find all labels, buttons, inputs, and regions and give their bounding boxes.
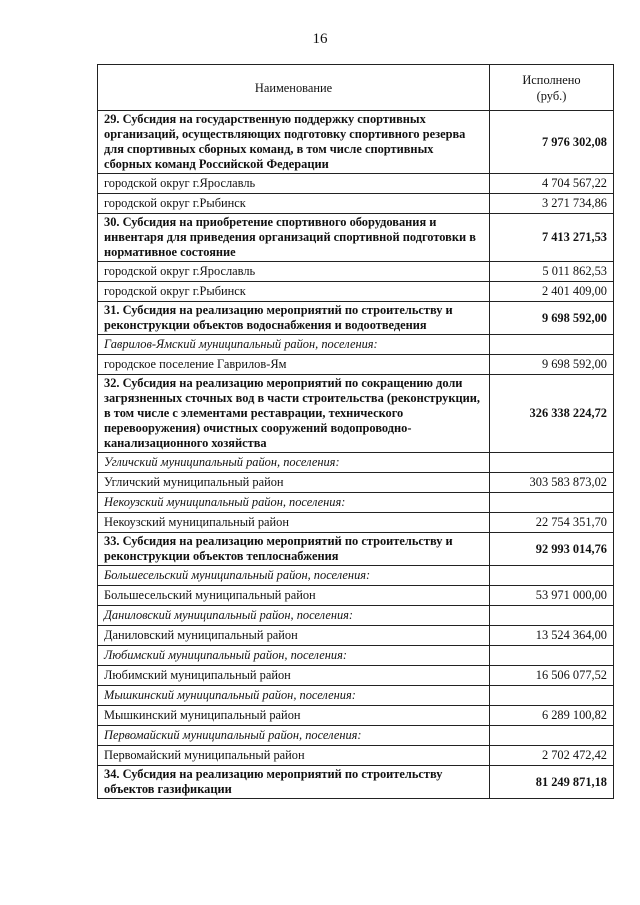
subsidy-row (98, 533, 614, 566)
table-row (98, 262, 614, 282)
column-header-executed-unit: (руб.) (536, 88, 567, 103)
table-row (98, 282, 614, 302)
recipient-name: городской округ г.Рыбинск (98, 282, 490, 302)
page-number: 16 (312, 31, 328, 47)
subsidy-total-value: 7 413 271,53 (490, 214, 614, 262)
recipient-name: городской округ г.Рыбинск (98, 194, 490, 214)
executed-value: 303 583 873,02 (490, 473, 614, 493)
district-group-row (98, 646, 614, 666)
district-group-row (98, 606, 614, 626)
executed-value: 2 401 409,00 (490, 282, 614, 302)
district-group-row (98, 335, 614, 355)
executed-value: 13 524 364,00 (490, 626, 614, 646)
table-header-row (98, 65, 614, 111)
table-body (98, 111, 614, 799)
district-name: Мышкинский муниципальный район, поселения: (98, 686, 490, 706)
executed-value (490, 453, 614, 473)
table-row (98, 174, 614, 194)
recipient-name: городской округ г.Ярославль (98, 174, 490, 194)
table-row (98, 666, 614, 686)
subsidy-name: 33. Субсидия на реализацию мероприятий по строительству и реконструкции объектов теплоснабжения (98, 533, 490, 566)
column-header-executed-line1: Исполнено (522, 72, 581, 87)
district-group-row (98, 726, 614, 746)
recipient-name: городское поселение Гаврилов-Ям (98, 355, 490, 375)
column-header-name: Наименование (98, 65, 490, 111)
subsidy-name: 30. Субсидия на приобретение спортивного оборудования и инвентаря для приведения организаций спортивной подготовки в нормативное состояние (98, 214, 490, 262)
district-group-row (98, 453, 614, 473)
executed-value (490, 726, 614, 746)
executed-value (490, 646, 614, 666)
expenditure-table (97, 64, 614, 799)
subsidy-row (98, 302, 614, 335)
subsidy-total-value: 9 698 592,00 (490, 302, 614, 335)
district-name: Любимский муниципальный район, поселения: (98, 646, 490, 666)
table-row (98, 586, 614, 606)
executed-value (490, 686, 614, 706)
district-group-row (98, 686, 614, 706)
executed-value: 9 698 592,00 (490, 355, 614, 375)
column-header-executed (490, 65, 614, 111)
subsidy-name: 29. Субсидия на государственную поддержку спортивных организаций, осуществляющих подготовку спортивного резерва для спортивных сборных команд, в том числе спортивных сборных команд Российской Федерации (98, 111, 490, 174)
table-row (98, 746, 614, 766)
recipient-name: Большесельский муниципальный район (98, 586, 490, 606)
subsidy-name: 34. Субсидия на реализацию мероприятий по строительству объектов газификации (98, 766, 490, 799)
subsidy-row (98, 214, 614, 262)
executed-value (490, 606, 614, 626)
recipient-name: Мышкинский муниципальный район (98, 706, 490, 726)
executed-value: 16 506 077,52 (490, 666, 614, 686)
district-name: Гаврилов-Ямский муниципальный район, поселения: (98, 335, 490, 355)
executed-value: 4 704 567,22 (490, 174, 614, 194)
recipient-name: Некоузский муниципальный район (98, 513, 490, 533)
recipient-name: Любимский муниципальный район (98, 666, 490, 686)
district-name: Большесельский муниципальный район, поселения: (98, 566, 490, 586)
subsidy-name: 32. Субсидия на реализацию мероприятий по сокращению доли загрязненных сточных вод в части строительства (реконструкции, в том числе с элементами реставрации, технического перевооружения) очистных сооружений водопроводно-канализационного хозяйства (98, 375, 490, 453)
subsidy-total-value: 92 993 014,76 (490, 533, 614, 566)
table-row (98, 706, 614, 726)
executed-value (490, 493, 614, 513)
executed-value: 3 271 734,86 (490, 194, 614, 214)
subsidy-total-value: 7 976 302,08 (490, 111, 614, 174)
recipient-name: Угличский муниципальный район (98, 473, 490, 493)
executed-value: 5 011 862,53 (490, 262, 614, 282)
recipient-name: Даниловский муниципальный район (98, 626, 490, 646)
table-row (98, 473, 614, 493)
district-name: Даниловский муниципальный район, поселения: (98, 606, 490, 626)
recipient-name: городской округ г.Ярославль (98, 262, 490, 282)
executed-value: 53 971 000,00 (490, 586, 614, 606)
subsidy-name: 31. Субсидия на реализацию мероприятий по строительству и реконструкции объектов водоснабжения и водоотведения (98, 302, 490, 335)
subsidy-row (98, 111, 614, 174)
subsidy-total-value: 326 338 224,72 (490, 375, 614, 453)
executed-value (490, 566, 614, 586)
subsidy-row (98, 375, 614, 453)
district-name: Угличский муниципальный район, поселения: (98, 453, 490, 473)
executed-value (490, 335, 614, 355)
table-row (98, 513, 614, 533)
subsidy-row (98, 766, 614, 799)
district-group-row (98, 493, 614, 513)
table-row (98, 626, 614, 646)
table-row (98, 355, 614, 375)
executed-value: 6 289 100,82 (490, 706, 614, 726)
subsidy-total-value: 81 249 871,18 (490, 766, 614, 799)
table-row (98, 194, 614, 214)
executed-value: 2 702 472,42 (490, 746, 614, 766)
district-name: Первомайский муниципальный район, поселения: (98, 726, 490, 746)
district-name: Некоузский муниципальный район, поселения: (98, 493, 490, 513)
district-group-row (98, 566, 614, 586)
recipient-name: Первомайский муниципальный район (98, 746, 490, 766)
executed-value: 22 754 351,70 (490, 513, 614, 533)
